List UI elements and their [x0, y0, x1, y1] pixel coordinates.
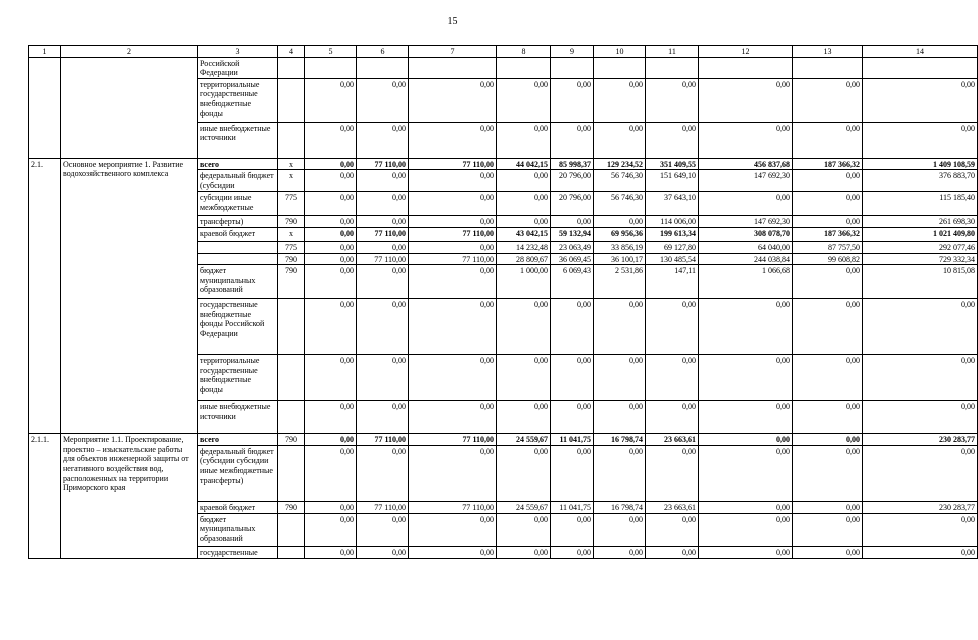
funding-source-cell: краевой бюджет: [198, 501, 278, 513]
code-cell: х: [278, 170, 305, 192]
code-cell: [278, 445, 305, 501]
funding-source-cell: бюджет муниципальных образований: [198, 513, 278, 546]
code-cell: х: [278, 158, 305, 170]
value-cell: 85 998,37: [551, 158, 594, 170]
code-cell: 775: [278, 192, 305, 216]
value-cell: 0,00: [305, 401, 357, 434]
funding-source-cell: [198, 241, 278, 253]
value-cell: 729 332,34: [863, 253, 978, 265]
value-cell: 24 559,67: [497, 501, 551, 513]
code-cell: [278, 299, 305, 355]
value-cell: 0,00: [646, 355, 699, 401]
value-cell: 230 283,77: [863, 434, 978, 446]
value-cell: 43 042,15: [497, 227, 551, 241]
funding-source-cell: государственные: [198, 546, 278, 558]
value-cell: 0,00: [357, 170, 409, 192]
value-cell: 0,00: [305, 445, 357, 501]
value-cell: 0,00: [699, 78, 793, 122]
header-cell: 10: [594, 46, 646, 58]
header-cell: 9: [551, 46, 594, 58]
value-cell: 0,00: [646, 401, 699, 434]
value-cell: 0,00: [793, 192, 863, 216]
value-cell: 1 066,68: [699, 265, 793, 299]
funding-source-cell: иные внебюджетные источники: [198, 122, 278, 158]
header-cell: 7: [409, 46, 497, 58]
value-cell: 0,00: [699, 401, 793, 434]
code-cell: 790: [278, 265, 305, 299]
value-cell: 1 409 108,59: [863, 158, 978, 170]
header-cell: 11: [646, 46, 699, 58]
funding-source-cell: территориальные государственные внебюджетные фонды: [198, 355, 278, 401]
value-cell: 187 366,32: [793, 158, 863, 170]
value-cell: 0,00: [594, 513, 646, 546]
value-cell: [699, 57, 793, 78]
value-cell: 0,00: [594, 355, 646, 401]
value-cell: 0,00: [305, 501, 357, 513]
funding-source-cell: государственные внебюджетные фонды Российской Федерации: [198, 299, 278, 355]
value-cell: 10 815,08: [863, 265, 978, 299]
value-cell: [357, 57, 409, 78]
value-cell: 0,00: [551, 401, 594, 434]
value-cell: 0,00: [551, 513, 594, 546]
value-cell: 23 663,61: [646, 434, 699, 446]
header-cell: 13: [793, 46, 863, 58]
value-cell: 0,00: [699, 192, 793, 216]
value-cell: 0,00: [409, 192, 497, 216]
value-cell: 0,00: [793, 546, 863, 558]
value-cell: 0,00: [863, 445, 978, 501]
value-cell: 0,00: [594, 401, 646, 434]
value-cell: 0,00: [305, 513, 357, 546]
funding-source-cell: федеральный бюджет (субсидии субсидии иные межбюджетные трансферты): [198, 445, 278, 501]
value-cell: 33 856,19: [594, 241, 646, 253]
funding-source-cell: иные внебюджетные источники: [198, 401, 278, 434]
value-cell: [793, 57, 863, 78]
code-cell: 775: [278, 241, 305, 253]
value-cell: 0,00: [594, 445, 646, 501]
value-cell: 0,00: [793, 299, 863, 355]
value-cell: 292 077,46: [863, 241, 978, 253]
value-cell: [863, 57, 978, 78]
value-cell: 0,00: [793, 434, 863, 446]
value-cell: [409, 57, 497, 78]
value-cell: 0,00: [699, 501, 793, 513]
value-cell: 1 000,00: [497, 265, 551, 299]
value-cell: 0,00: [497, 170, 551, 192]
value-cell: 0,00: [793, 355, 863, 401]
value-cell: 0,00: [357, 241, 409, 253]
code-cell: х: [278, 227, 305, 241]
value-cell: 0,00: [357, 355, 409, 401]
value-cell: 0,00: [863, 122, 978, 158]
value-cell: 59 132,94: [551, 227, 594, 241]
header-cell: 1: [29, 46, 61, 58]
value-cell: 114 006,00: [646, 216, 699, 228]
value-cell: 0,00: [551, 122, 594, 158]
value-cell: 0,00: [594, 78, 646, 122]
value-cell: 77 110,00: [357, 253, 409, 265]
value-cell: 0,00: [863, 355, 978, 401]
value-cell: 0,00: [409, 265, 497, 299]
value-cell: 244 038,84: [699, 253, 793, 265]
value-cell: 0,00: [305, 78, 357, 122]
table-row: [29, 57, 978, 78]
value-cell: 0,00: [305, 241, 357, 253]
value-cell: 77 110,00: [409, 227, 497, 241]
value-cell: 0,00: [497, 78, 551, 122]
code-cell: [278, 122, 305, 158]
value-cell: 0,00: [409, 355, 497, 401]
value-cell: 0,00: [497, 299, 551, 355]
value-cell: 0,00: [305, 170, 357, 192]
value-cell: 0,00: [551, 445, 594, 501]
value-cell: 23 063,49: [551, 241, 594, 253]
value-cell: 37 643,10: [646, 192, 699, 216]
value-cell: 0,00: [409, 299, 497, 355]
code-cell: 790: [278, 216, 305, 228]
value-cell: 0,00: [863, 78, 978, 122]
value-cell: 0,00: [793, 401, 863, 434]
table-row: [29, 434, 978, 446]
value-cell: 0,00: [409, 513, 497, 546]
value-cell: 147 692,30: [699, 170, 793, 192]
funding-source-cell: всего: [198, 158, 278, 170]
value-cell: 0,00: [793, 170, 863, 192]
page-number: 15: [447, 16, 458, 27]
header-cell: 14: [863, 46, 978, 58]
value-cell: 0,00: [594, 216, 646, 228]
value-cell: 0,00: [594, 122, 646, 158]
value-cell: 0,00: [497, 122, 551, 158]
value-cell: 0,00: [409, 170, 497, 192]
value-cell: 14 232,48: [497, 241, 551, 253]
value-cell: 0,00: [357, 299, 409, 355]
header-cell: 4: [278, 46, 305, 58]
value-cell: 0,00: [551, 216, 594, 228]
value-cell: 77 110,00: [357, 434, 409, 446]
value-cell: 187 366,32: [793, 227, 863, 241]
value-cell: 0,00: [305, 546, 357, 558]
value-cell: 28 809,67: [497, 253, 551, 265]
value-cell: 24 559,67: [497, 434, 551, 446]
code-cell: 790: [278, 253, 305, 265]
row-number-cell: [29, 57, 61, 158]
value-cell: 0,00: [699, 546, 793, 558]
value-cell: 16 798,74: [594, 501, 646, 513]
value-cell: 77 110,00: [409, 253, 497, 265]
value-cell: 0,00: [305, 355, 357, 401]
value-cell: 77 110,00: [357, 227, 409, 241]
value-cell: 0,00: [594, 299, 646, 355]
row-number-cell: 2.1.1.: [29, 434, 61, 559]
value-cell: 11 041,75: [551, 501, 594, 513]
value-cell: 0,00: [357, 216, 409, 228]
value-cell: 23 663,61: [646, 501, 699, 513]
value-cell: 147,11: [646, 265, 699, 299]
value-cell: 77 110,00: [357, 158, 409, 170]
value-cell: 0,00: [793, 513, 863, 546]
code-cell: 790: [278, 501, 305, 513]
value-cell: 0,00: [305, 216, 357, 228]
value-cell: 6 069,43: [551, 265, 594, 299]
value-cell: 0,00: [357, 265, 409, 299]
value-cell: 0,00: [497, 546, 551, 558]
value-cell: 0,00: [409, 216, 497, 228]
value-cell: 0,00: [699, 513, 793, 546]
value-cell: 0,00: [409, 78, 497, 122]
value-cell: 376 883,70: [863, 170, 978, 192]
value-cell: 0,00: [497, 513, 551, 546]
value-cell: 0,00: [305, 192, 357, 216]
value-cell: 0,00: [305, 265, 357, 299]
header-cell: 12: [699, 46, 793, 58]
activity-name-cell: Основное мероприятие 1. Развитие водохозяйственного комплекса: [61, 158, 198, 433]
value-cell: 0,00: [699, 355, 793, 401]
value-cell: 1 021 409,80: [863, 227, 978, 241]
value-cell: 0,00: [497, 355, 551, 401]
value-cell: 77 110,00: [357, 501, 409, 513]
value-cell: 0,00: [305, 122, 357, 158]
value-cell: 0,00: [497, 216, 551, 228]
code-cell: [278, 513, 305, 546]
value-cell: 0,00: [594, 546, 646, 558]
value-cell: 261 698,30: [863, 216, 978, 228]
value-cell: 36 100,17: [594, 253, 646, 265]
code-cell: [278, 57, 305, 78]
value-cell: 16 798,74: [594, 434, 646, 446]
value-cell: 0,00: [551, 355, 594, 401]
funding-source-cell: краевой бюджет: [198, 227, 278, 241]
row-number-cell: 2.1.: [29, 158, 61, 433]
header-row: [29, 46, 978, 58]
value-cell: 77 110,00: [409, 501, 497, 513]
value-cell: 99 608,82: [793, 253, 863, 265]
value-cell: 77 110,00: [409, 158, 497, 170]
value-cell: 0,00: [497, 192, 551, 216]
value-cell: 0,00: [305, 158, 357, 170]
value-cell: 0,00: [646, 513, 699, 546]
value-cell: 0,00: [497, 401, 551, 434]
value-cell: 0,00: [793, 501, 863, 513]
value-cell: 0,00: [551, 546, 594, 558]
value-cell: 0,00: [863, 401, 978, 434]
code-cell: [278, 546, 305, 558]
funding-source-cell: субсидии иные межбюджетные: [198, 192, 278, 216]
value-cell: 0,00: [646, 445, 699, 501]
activity-name-cell: Мероприятие 1.1. Проектирование, проектно – изыскательские работы для объектов инженерной защиты от негативного воздействия вод, расположенных на территории Приморского края: [61, 434, 198, 559]
value-cell: 0,00: [699, 434, 793, 446]
value-cell: 0,00: [409, 445, 497, 501]
value-cell: 0,00: [357, 78, 409, 122]
value-cell: 0,00: [863, 513, 978, 546]
table-row: [29, 158, 978, 170]
value-cell: 11 041,75: [551, 434, 594, 446]
value-cell: 0,00: [863, 299, 978, 355]
value-cell: 0,00: [409, 401, 497, 434]
funding-source-cell: бюджет муниципальных образований: [198, 265, 278, 299]
value-cell: 77 110,00: [409, 434, 497, 446]
budget-table: [28, 45, 978, 559]
value-cell: 129 234,52: [594, 158, 646, 170]
header-cell: 8: [497, 46, 551, 58]
value-cell: 0,00: [305, 227, 357, 241]
header-cell: 5: [305, 46, 357, 58]
value-cell: [551, 57, 594, 78]
header-cell: 2: [61, 46, 198, 58]
value-cell: 0,00: [497, 445, 551, 501]
value-cell: 36 069,45: [551, 253, 594, 265]
value-cell: 151 649,10: [646, 170, 699, 192]
funding-source-cell: трансферты): [198, 216, 278, 228]
value-cell: 0,00: [793, 122, 863, 158]
value-cell: 0,00: [357, 122, 409, 158]
value-cell: 0,00: [646, 78, 699, 122]
value-cell: 0,00: [357, 445, 409, 501]
value-cell: [305, 57, 357, 78]
value-cell: 0,00: [793, 216, 863, 228]
value-cell: 230 283,77: [863, 501, 978, 513]
header-cell: 3: [198, 46, 278, 58]
value-cell: 0,00: [863, 546, 978, 558]
value-cell: 20 796,00: [551, 170, 594, 192]
value-cell: 0,00: [357, 513, 409, 546]
value-cell: 64 040,00: [699, 241, 793, 253]
value-cell: 0,00: [409, 122, 497, 158]
value-cell: [646, 57, 699, 78]
value-cell: 130 485,54: [646, 253, 699, 265]
value-cell: [594, 57, 646, 78]
funding-source-cell: [198, 253, 278, 265]
value-cell: 69 127,80: [646, 241, 699, 253]
value-cell: 0,00: [357, 401, 409, 434]
value-cell: 0,00: [551, 299, 594, 355]
value-cell: 0,00: [305, 253, 357, 265]
code-cell: [278, 355, 305, 401]
value-cell: 308 078,70: [699, 227, 793, 241]
value-cell: [497, 57, 551, 78]
value-cell: 0,00: [305, 434, 357, 446]
value-cell: 0,00: [409, 241, 497, 253]
value-cell: 0,00: [699, 445, 793, 501]
value-cell: 0,00: [646, 546, 699, 558]
value-cell: 0,00: [357, 546, 409, 558]
funding-source-cell: территориальные государственные внебюджетные фонды: [198, 78, 278, 122]
value-cell: 0,00: [551, 78, 594, 122]
code-cell: [278, 78, 305, 122]
value-cell: 0,00: [793, 265, 863, 299]
value-cell: 56 746,30: [594, 170, 646, 192]
value-cell: 0,00: [409, 546, 497, 558]
value-cell: 147 692,30: [699, 216, 793, 228]
value-cell: 0,00: [305, 299, 357, 355]
funding-source-cell: федеральный бюджет (субсидии: [198, 170, 278, 192]
value-cell: 20 796,00: [551, 192, 594, 216]
value-cell: 2 531,86: [594, 265, 646, 299]
value-cell: 0,00: [699, 299, 793, 355]
value-cell: 0,00: [646, 299, 699, 355]
value-cell: 69 956,36: [594, 227, 646, 241]
value-cell: 351 409,55: [646, 158, 699, 170]
value-cell: 44 042,15: [497, 158, 551, 170]
value-cell: 0,00: [793, 445, 863, 501]
value-cell: 456 837,68: [699, 158, 793, 170]
value-cell: 0,00: [699, 122, 793, 158]
value-cell: 115 185,40: [863, 192, 978, 216]
code-cell: [278, 401, 305, 434]
value-cell: 56 746,30: [594, 192, 646, 216]
header-cell: 6: [357, 46, 409, 58]
funding-source-cell: всего: [198, 434, 278, 446]
value-cell: 199 613,34: [646, 227, 699, 241]
activity-name-cell: [61, 57, 198, 158]
funding-source-cell: Российской Федерации: [198, 57, 278, 78]
value-cell: 0,00: [793, 78, 863, 122]
value-cell: 0,00: [646, 122, 699, 158]
code-cell: 790: [278, 434, 305, 446]
value-cell: 0,00: [357, 192, 409, 216]
value-cell: 87 757,50: [793, 241, 863, 253]
